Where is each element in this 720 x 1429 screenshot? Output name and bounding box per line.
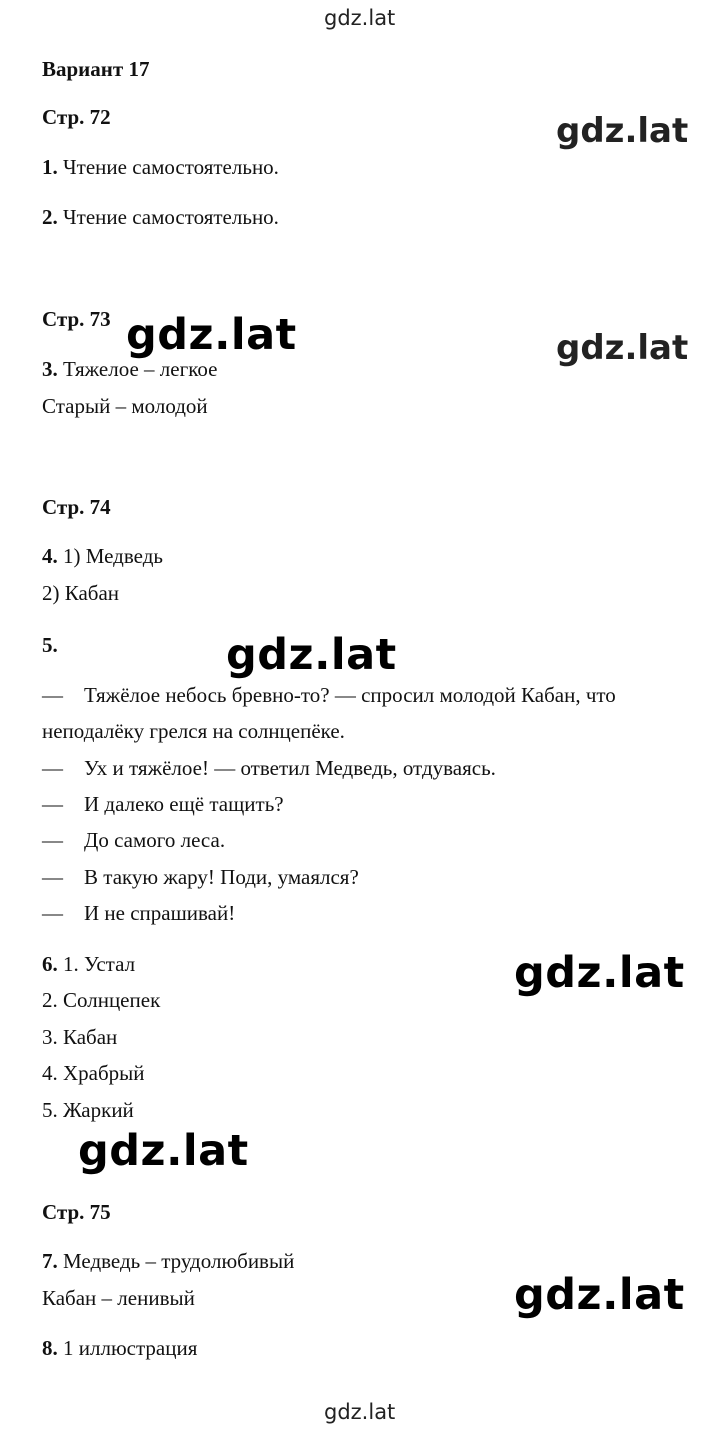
dialog-line-2: — Ух и тяжёлое! — ответил Медведь, отдуваясь.	[42, 756, 496, 780]
watermark-logo: gdz.lat	[556, 111, 689, 151]
footer-watermark: gdz.lat	[324, 1400, 396, 1424]
dialog-line-4: — До самого леса.	[42, 828, 226, 852]
watermark-logo: gdz.lat	[226, 630, 397, 680]
task-6-line-4: 4. Храбрый	[42, 1061, 145, 1085]
task-text: Тяжелое – легкое	[63, 357, 218, 381]
watermark-logo: gdz.lat	[514, 1270, 685, 1320]
watermark-logo: gdz.lat	[78, 1126, 249, 1176]
dialog-dash: —	[42, 901, 63, 925]
task-7	[42, 1248, 294, 1274]
task-number: 2.	[42, 205, 58, 229]
dialog-line-6: — И не спрашивай!	[42, 901, 236, 925]
watermark-logo: gdz.lat	[556, 328, 689, 368]
dialog-line-5: — В такую жару! Поди, умаялся?	[42, 865, 359, 889]
task-text: Чтение самостоятельно.	[63, 155, 279, 179]
task-7-line-2: Кабан – ленивый	[42, 1286, 195, 1310]
dialog-dash: —	[42, 756, 63, 780]
task-2	[42, 204, 279, 230]
task-8	[42, 1335, 197, 1361]
watermark-logo: gdz.lat	[514, 948, 685, 998]
task-3	[42, 356, 217, 382]
watermark-logo: gdz.lat	[126, 310, 297, 360]
header-watermark: gdz.lat	[324, 6, 396, 30]
task-text: Медведь – трудолюбивый	[63, 1249, 295, 1273]
variant-title: Вариант 17	[42, 57, 150, 81]
task-number: 1.	[42, 155, 58, 179]
task-6-line-5: 5. Жаркий	[42, 1098, 134, 1122]
task-text: 1) Медведь	[63, 544, 163, 568]
task-number: 4.	[42, 544, 58, 568]
task-6	[42, 951, 135, 977]
task-6-line-2: 2. Солнцепек	[42, 988, 161, 1012]
dialog-dash: —	[42, 683, 63, 707]
task-4-line-2: 2) Кабан	[42, 581, 120, 605]
task-number: 6.	[42, 952, 58, 976]
task-1	[42, 154, 279, 180]
task-text: Чтение самостоятельно.	[63, 205, 279, 229]
dialog-dash: —	[42, 865, 63, 889]
task-6-line-3: 3. Кабан	[42, 1025, 118, 1049]
dialog-dash: —	[42, 792, 63, 816]
task-number: 7.	[42, 1249, 58, 1273]
task-3-line-2: Старый – молодой	[42, 394, 208, 418]
task-text: 1 иллюстрация	[63, 1336, 198, 1360]
dialog-line-3: — И далеко ещё тащить?	[42, 792, 284, 816]
page-heading-72: Стр. 72	[42, 105, 111, 129]
task-number: 8.	[42, 1336, 58, 1360]
task-number: 3.	[42, 357, 58, 381]
task-5-number: 5.	[42, 633, 58, 657]
page-heading-74: Стр. 74	[42, 495, 111, 519]
dialog-dash: —	[42, 828, 63, 852]
dialog-line-1: — Тяжёлое небось бревно-то? — спросил молодой Кабан, что	[42, 683, 616, 707]
dialog-line-1-continued: неподалёку грелся на солнцепёке.	[42, 719, 345, 743]
task-text: 1. Устал	[63, 952, 136, 976]
page-heading-75: Стр. 75	[42, 1200, 111, 1224]
page-heading-73: Стр. 73	[42, 307, 111, 331]
task-4	[42, 543, 163, 569]
